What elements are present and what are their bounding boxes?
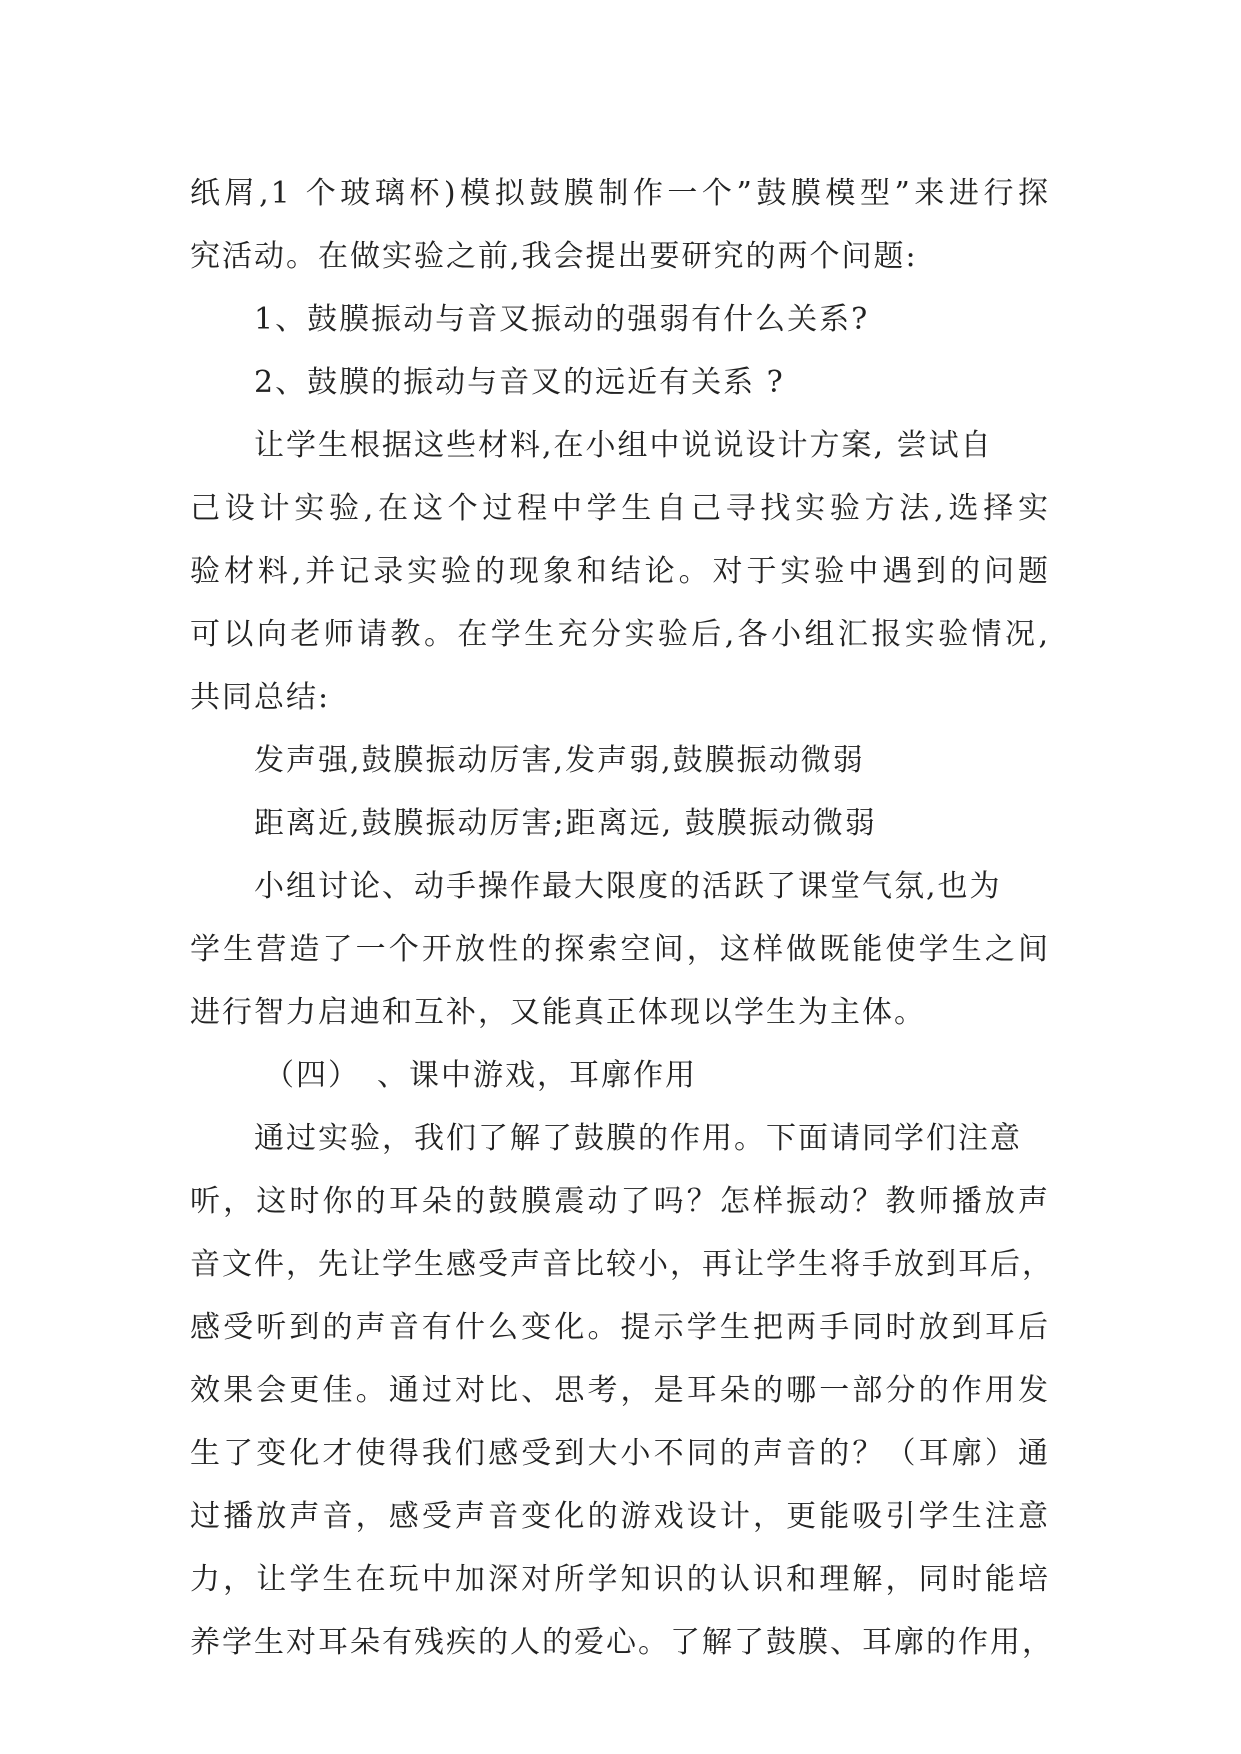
paragraph-line-14: 进行智力启迪和互补，又能真正体现以学生为主体。: [190, 995, 926, 1030]
paragraph-line-7: 验材料,并记录实验的现象和结论。对于实验中遇到的问题: [190, 554, 1050, 589]
paragraph-line-19: 感受听到的声音有什么变化。提示学生把两手同时放到耳后: [190, 1310, 1050, 1345]
paragraph-line-6: 己设计实验,在这个过程中学生自己寻找实验方法,选择实: [190, 491, 1050, 526]
paragraph-line-20: 效果会更佳。通过对比、思考，是耳朵的哪一部分的作用发: [190, 1373, 1050, 1408]
paragraph-line-17: 听，这时你的耳朵的鼓膜震动了吗？怎样振动？教师播放声: [190, 1184, 1050, 1219]
text-line-2: 究活动。在做实验之前,我会提出要研究的两个问题:: [190, 239, 918, 274]
paragraph-line-8: 可以向老师请教。在学生充分实验后,各小组汇报实验情况,: [190, 617, 1050, 652]
paragraph-line-21: 生了变化才使得我们感受到大小不同的声音的？（耳廓）通: [190, 1436, 1050, 1471]
text-line-1: 纸屑,1 个玻璃杯)模拟鼓膜制作一个”鼓膜模型”来进行探: [190, 176, 1050, 211]
paragraph-line-16: 通过实验，我们了解了鼓膜的作用。下面请同学们注意: [254, 1121, 1022, 1156]
question-1: 1、鼓膜振动与音叉振动的强弱有什么关系?: [254, 302, 870, 337]
section-heading: （四） 、课中游戏，耳廓作用: [264, 1058, 697, 1093]
paragraph-line-13: 学生营造了一个开放性的探索空间，这样做既能使学生之间: [190, 932, 1050, 967]
paragraph-line-23: 力，让学生在玩中加深对所学知识的认识和理解，同时能培: [190, 1562, 1050, 1597]
summary-line-1: 发声强,鼓膜振动厉害,发声弱,鼓膜振动微弱: [254, 743, 865, 778]
paragraph-line-18: 音文件，先让学生感受声音比较小，再让学生将手放到耳后，: [190, 1247, 1054, 1282]
question-2: 2、鼓膜的振动与音叉的远近有关系 ?: [254, 365, 785, 400]
document-body: [190, 162, 1054, 1674]
paragraph-line-12: 小组讨论、动手操作最大限度的活跃了课堂气氛,也为: [254, 869, 1002, 904]
paragraph-line-22: 过播放声音，感受声音变化的游戏设计，更能吸引学生注意: [190, 1499, 1050, 1534]
paragraph-line-5: 让学生根据这些材料,在小组中说说设计方案, 尝试自: [254, 428, 993, 463]
paragraph-line-24: 养学生对耳朵有残疾的人的爱心。了解了鼓膜、耳廓的作用，: [190, 1625, 1054, 1660]
summary-line-2: 距离近,鼓膜振动厉害;距离远, 鼓膜振动微弱: [254, 806, 877, 841]
paragraph-line-9: 共同总结:: [190, 680, 331, 715]
